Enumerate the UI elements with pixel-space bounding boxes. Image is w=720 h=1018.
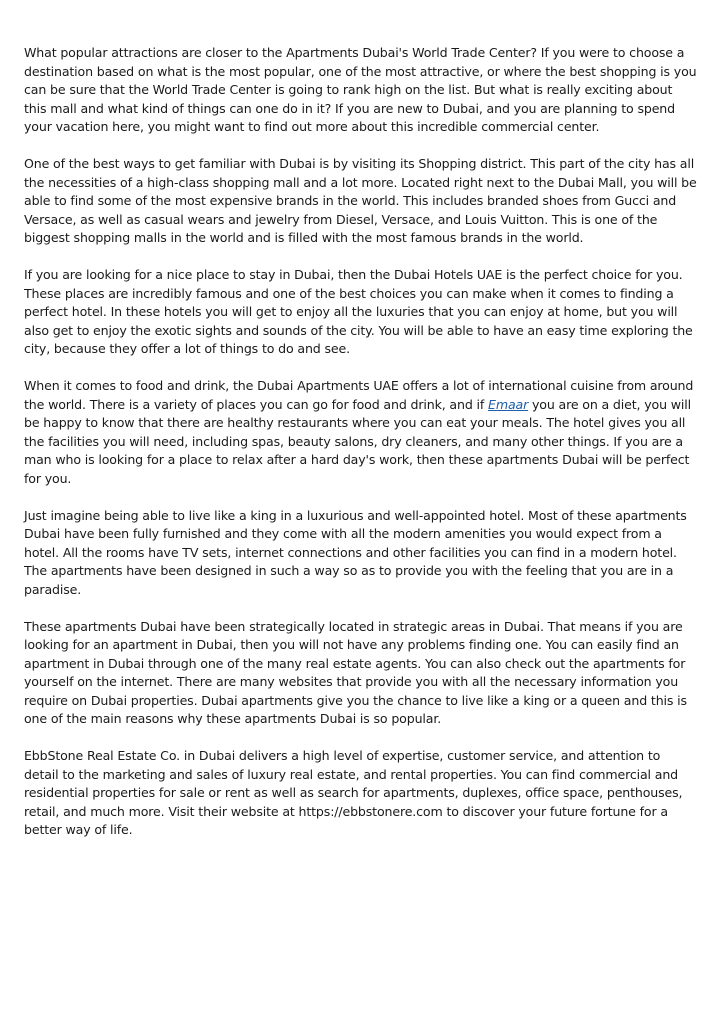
- paragraph-4-text-start: When it comes to food and drink, the Dubai Apartments UAE offers a lot of international cuisine from around the world. There is a variety of places you can go for food and drink, and if: [24, 378, 694, 412]
- paragraph-1: What popular attractions are closer to the Apartments Dubai's World Trade Center? If you were to choose a destination based on what is the most popular, one of the most attractive, or where the best shopping is you can be sure that the World Trade Center is going to rank high on the list. But what is really exciting about this mall and what kind of things can one do in it? If you are new to Dubai, and you are planning to spend your vacation here, you might want to find out more about this incredible commercial center.: [24, 45, 697, 134]
- paragraph-2: One of the best ways to get familiar with Dubai is by visiting its Shopping district. This part of the city has all the necessities of a high-class shopping mall and a lot more. Located right next to the Dubai Mall, you will be able to find some of the most expensive brands in the world. This includes branded shoes from Gucci and Versace, as well as casual wears and jewelry from Diesel, Versace, and Louis Vuitton. This is one of the biggest shopping malls in the world and is filled with the most famous brands in the world.: [24, 156, 697, 245]
- emaar-link[interactable]: Emaar: [488, 396, 529, 412]
- paragraph-4-text-end: you are on a diet, you will be happy to know that there are healthy restaurants where you can eat your meals. The hotel gives you all the facilities you will need, including spas, beauty salons, dry cleaners, and many other things. If you are a man who is looking for a place to relax after a hard day's work, then these apartments Dubai will be perfect for you.: [24, 396, 691, 486]
- paragraph-6: These apartments Dubai have been strategically located in strategic areas in Dubai. That means if you are looking for an apartment in Dubai, then you will not have any problems finding one. You can easily find an apartment in Dubai through one of the many real estate agents. You can also check out the apartments for yourself on the internet. There are many websites that provide you with all the necessary information you require on Dubai properties. Dubai apartments give you the chance to live like a king or a queen and this is one of the main reasons why these apartments Dubai is so popular.: [24, 618, 687, 726]
- paragraph-7: EbbStone Real Estate Co. in Dubai delivers a high level of expertise, customer service, and attention to detail to the marketing and sales of luxury real estate, and rental properties. You can find commercial and residential properties for sale or rent as well as search for apartments, duplexes, office space, penthouses, retail, and much more. Visit their website at https://ebbstonere.com to discover your future fortune for a better way of life.: [24, 748, 683, 837]
- paragraph-4: [24, 377, 698, 488]
- paragraph-5: Just imagine being able to live like a king in a luxurious and well-appointed hotel. Most of these apartments Dubai have been fully furnished and they come with all the modern amenities you would expect from a hotel. All the rooms have TV sets, internet connections and other facilities you can find in a modern hotel. The apartments have been designed in such a way so as to provide you with the feeling that you are in a paradise.: [24, 507, 687, 597]
- article-body: [24, 44, 698, 858]
- paragraph-3: If you are looking for a nice place to stay in Dubai, then the Dubai Hotels UAE is the perfect choice for you. These places are incredibly famous and one of the best choices you can make when it comes to finding a perfect hotel. In these hotels you will get to enjoy all the luxuries that you can enjoy at home, but you will also get to enjoy the exotic sights and sounds of the city. You will be able to have an easy time exploring the city, because they offer a lot of things to do and see.: [24, 267, 693, 356]
